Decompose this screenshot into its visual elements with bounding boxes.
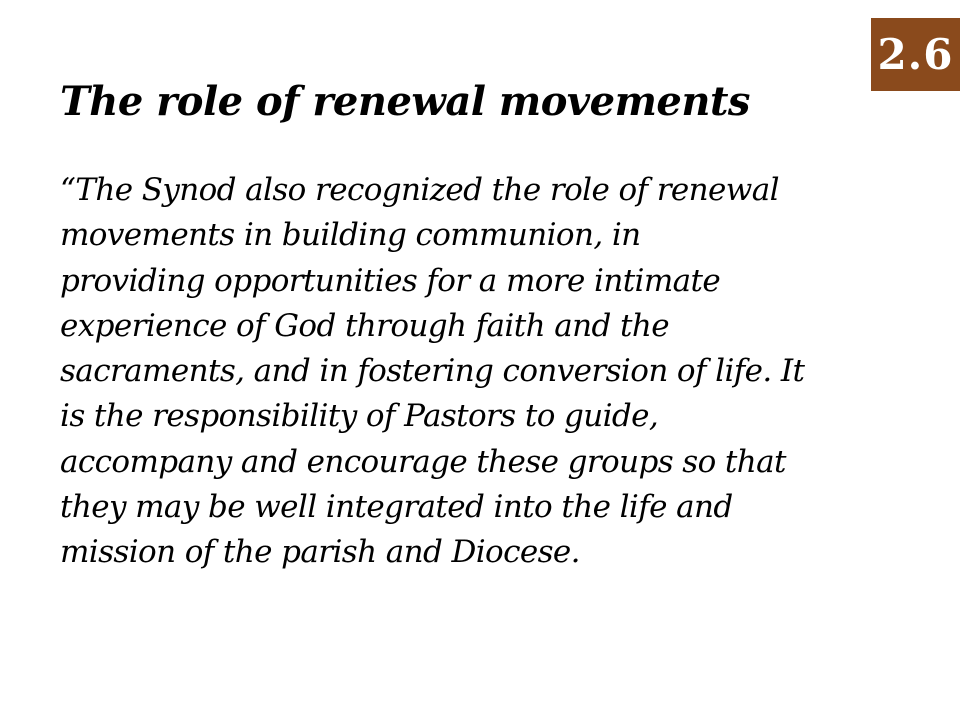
quote-line: they may be well integrated into the life and [60, 489, 733, 526]
quote-line: “The Synod also recognized the role of renewal [60, 172, 779, 208]
quote-line: sacraments, and in fostering conversion of life. It [60, 353, 805, 390]
quote-line: accompany and encourage these groups so that [60, 443, 786, 480]
quote-line: providing opportunities for a more intimate [60, 262, 721, 299]
section-number-badge: 2.6 [871, 18, 960, 91]
quote-body [60, 168, 930, 576]
quote-line: mission of the parish and Diocese. [60, 534, 580, 571]
quote-line: experience of God through faith and the [60, 307, 669, 344]
quote-line: movements in building communion, in [60, 217, 641, 254]
slide-title: The role of renewal movements [60, 78, 750, 125]
quote-line: is the responsibility of Pastors to guide, [60, 398, 659, 435]
